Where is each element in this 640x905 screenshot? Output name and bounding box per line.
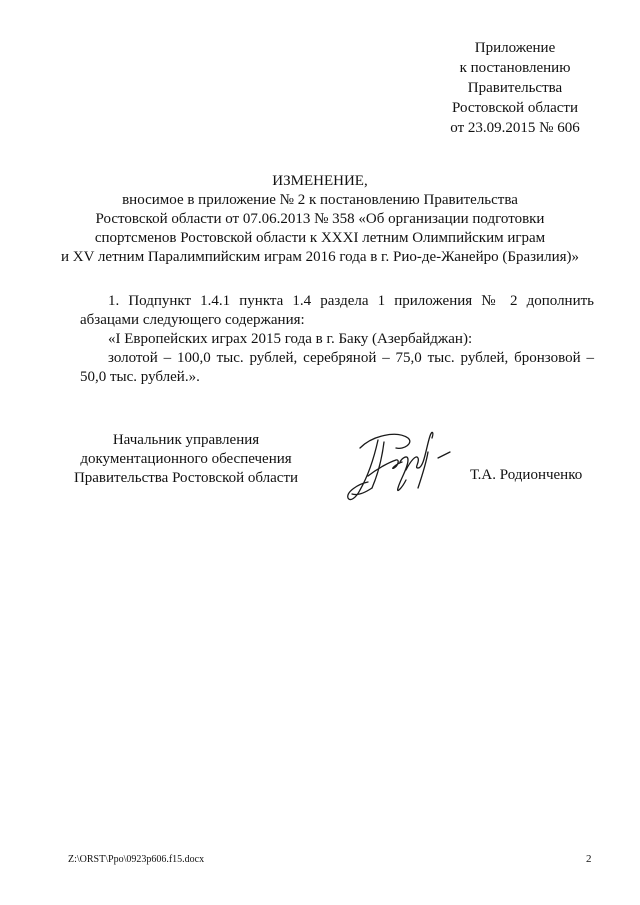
title-heading: ИЗМЕНЕНИЕ,: [272, 173, 368, 189]
appendix-line: Правительства: [467, 80, 563, 96]
document-title: [40, 172, 600, 267]
title-line: спортсменов Ростовской области к XXXI летним Олимпийским играм: [94, 230, 546, 246]
title-line: и XV летним Паралимпийским играм 2016 года в г. Рио-де-Жанейро (Бразилия)»: [61, 249, 579, 265]
signer-position-line: документационного обеспечения: [80, 451, 292, 467]
quote-line-1: «I Европейских играх 2015 года в г. Баку (Азербайджан):: [108, 331, 473, 347]
body-paragraph-1: 1. Подпункт 1.4.1 пункта 1.4 раздела 1 приложения № 2 дополнить абзацами следующего содержания:: [80, 293, 594, 328]
title-line: Ростовской области от 07.06.2013 № 358 «Об организации подготовки: [95, 211, 545, 227]
document-body: [80, 292, 594, 387]
quote-line-2: золотой – 100,0 тыс. рублей, серебряной – 75,0 тыс. рублей, бронзовой –: [108, 350, 594, 366]
signer-position: [66, 431, 306, 488]
quote-line-3: 50,0 тыс. рублей.».: [80, 369, 200, 385]
page-number: 2: [586, 853, 592, 865]
file-path-footer: Z:\ORST\Ppo\0923p606.f15.docx: [68, 854, 205, 865]
title-line: вносимое в приложение № 2 к постановлению Правительства: [122, 192, 518, 208]
handwritten-signature: [338, 418, 458, 510]
appendix-block: [440, 38, 590, 138]
appendix-line: от 23.09.2015 № 606: [450, 120, 580, 136]
signer-position-line: Начальник управления: [112, 432, 260, 448]
appendix-line: Ростовской области: [452, 100, 578, 116]
appendix-line: Приложение: [474, 40, 556, 56]
signer-name: Т.А. Родионченко: [470, 467, 583, 483]
signer-position-line: Правительства Ростовской области: [73, 470, 299, 486]
appendix-line: к постановлению: [459, 60, 571, 76]
